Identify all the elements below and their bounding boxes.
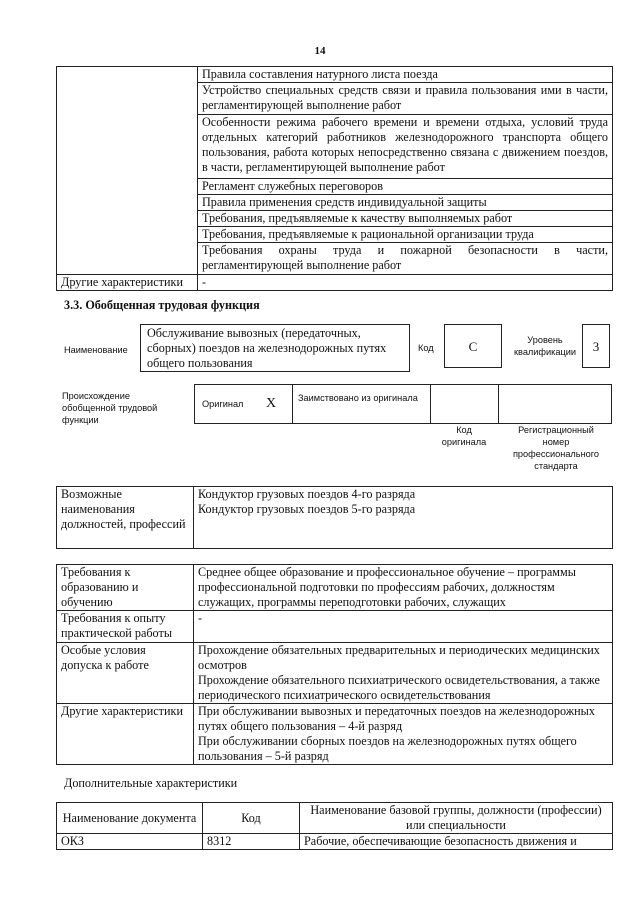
origin-label: Происхождение обобщенной трудовой функции (62, 391, 158, 425)
positions-label: Возможные наименования должностей, профессий (57, 487, 194, 549)
code-value-box (444, 324, 502, 368)
col-header-group: Наименование базовой группы, должности (профессии) или специальности (300, 803, 613, 834)
row-code: 8312 (203, 834, 300, 850)
requirement-line: - (198, 611, 203, 625)
code-original-caption: Код оригинала (441, 425, 487, 447)
knowledge-row: Требования, предъявляемые к качеству выполняемых работ (198, 211, 613, 227)
knowledge-row: Правила применения средств индивидуальной защиты (198, 195, 613, 211)
requirement-line: Прохождение обязательных предварительных и периодических медицинских осмотров (198, 643, 600, 672)
requirement-value (194, 611, 613, 643)
positions-table (56, 486, 613, 549)
row-group: Рабочие, обеспечивающие безопасность движения и (300, 834, 613, 850)
additional-heading: Дополнительные характеристики (64, 776, 238, 790)
additional-table (56, 802, 613, 850)
origin-divider (498, 384, 499, 424)
knowledge-row: Особенности режима рабочего времени и времени отдыха, условий труда отдельных категорий работников железнодорожного транспорта общего пользования, работа которых непосредственно связана с движением поездов, в части, регламентирующей выполнение работ (198, 115, 613, 179)
knowledge-row: Требования, предъявляемые к рациональной организации труда (198, 227, 613, 243)
level-value-box (582, 324, 610, 368)
code-label: Код (418, 343, 434, 353)
origin-box (194, 384, 612, 424)
page-number: 14 (314, 45, 326, 57)
original-label: Оригинал (202, 399, 244, 409)
other-characteristics-label: Другие характеристики (57, 275, 198, 291)
other-characteristics-value: - (198, 275, 613, 291)
function-name-box (140, 324, 410, 372)
position-item: Кондуктор грузовых поездов 4-го разряда (198, 487, 416, 501)
requirement-line: При обслуживании сборных поездов на железнодорожных путях общего пользования – 5-й разряд (198, 734, 577, 763)
row-doc: ОКЗ (57, 834, 203, 850)
requirement-label: Требования к образованию и обучению (57, 565, 194, 611)
positions-values (194, 487, 613, 549)
knowledge-table (56, 66, 613, 291)
function-name-value: Обслуживание вывозных (передаточных, сборных) поездов на железнодорожных путях общего пользования (147, 326, 387, 370)
reg-number-caption: Регистрационный номер профессионального стандарта (512, 425, 600, 471)
col-header-code: Код (203, 803, 300, 834)
col-header-name: Наименование документа (57, 803, 203, 834)
requirement-label: Другие характеристики (57, 704, 194, 765)
requirement-label: Требования к опыту практической работы (57, 611, 194, 643)
original-mark: X (266, 396, 277, 411)
requirement-label: Особые условия допуска к работе (57, 643, 194, 704)
requirement-line: При обслуживании вывозных и передаточных поездов на железнодорожных путях общего пользования – 4-й разряд (198, 704, 595, 733)
section-heading: 3.3. Обобщенная трудовая функция (64, 298, 260, 312)
position-item: Кондуктор грузовых поездов 5-го разряда (198, 502, 416, 516)
requirement-value (194, 565, 613, 611)
requirement-value (194, 643, 613, 704)
requirement-line: Прохождение обязательного психиатрического освидетельствования, а также периодического психиатрического освидетельствования (198, 673, 600, 702)
requirements-table (56, 564, 613, 765)
knowledge-row: Правила составления натурного листа поезда (198, 67, 613, 83)
level-value: 3 (592, 339, 600, 354)
requirement-line: Среднее общее образование и профессиональное обучение – программы профессиональной подготовки по профессиям рабочих, должностям служащих, программы переподготовки рабочих, служащих (198, 565, 576, 609)
origin-divider (430, 384, 431, 424)
knowledge-row: Регламент служебных переговоров (198, 179, 613, 195)
origin-divider (292, 384, 293, 424)
name-label: Наименование (64, 345, 128, 355)
borrowed-label: Заимствовано из оригинала (298, 393, 418, 403)
empty-label-cell (57, 67, 198, 275)
requirement-value (194, 704, 613, 765)
knowledge-row: Требования охраны труда и пожарной безопасности в части, регламентирующей выполнение работ (198, 243, 613, 275)
code-value: C (468, 339, 478, 354)
level-label: Уровень квалификации (514, 335, 576, 357)
knowledge-row: Устройство специальных средств связи и правила пользования ими в части, регламентирующей выполнение работ (198, 83, 613, 115)
